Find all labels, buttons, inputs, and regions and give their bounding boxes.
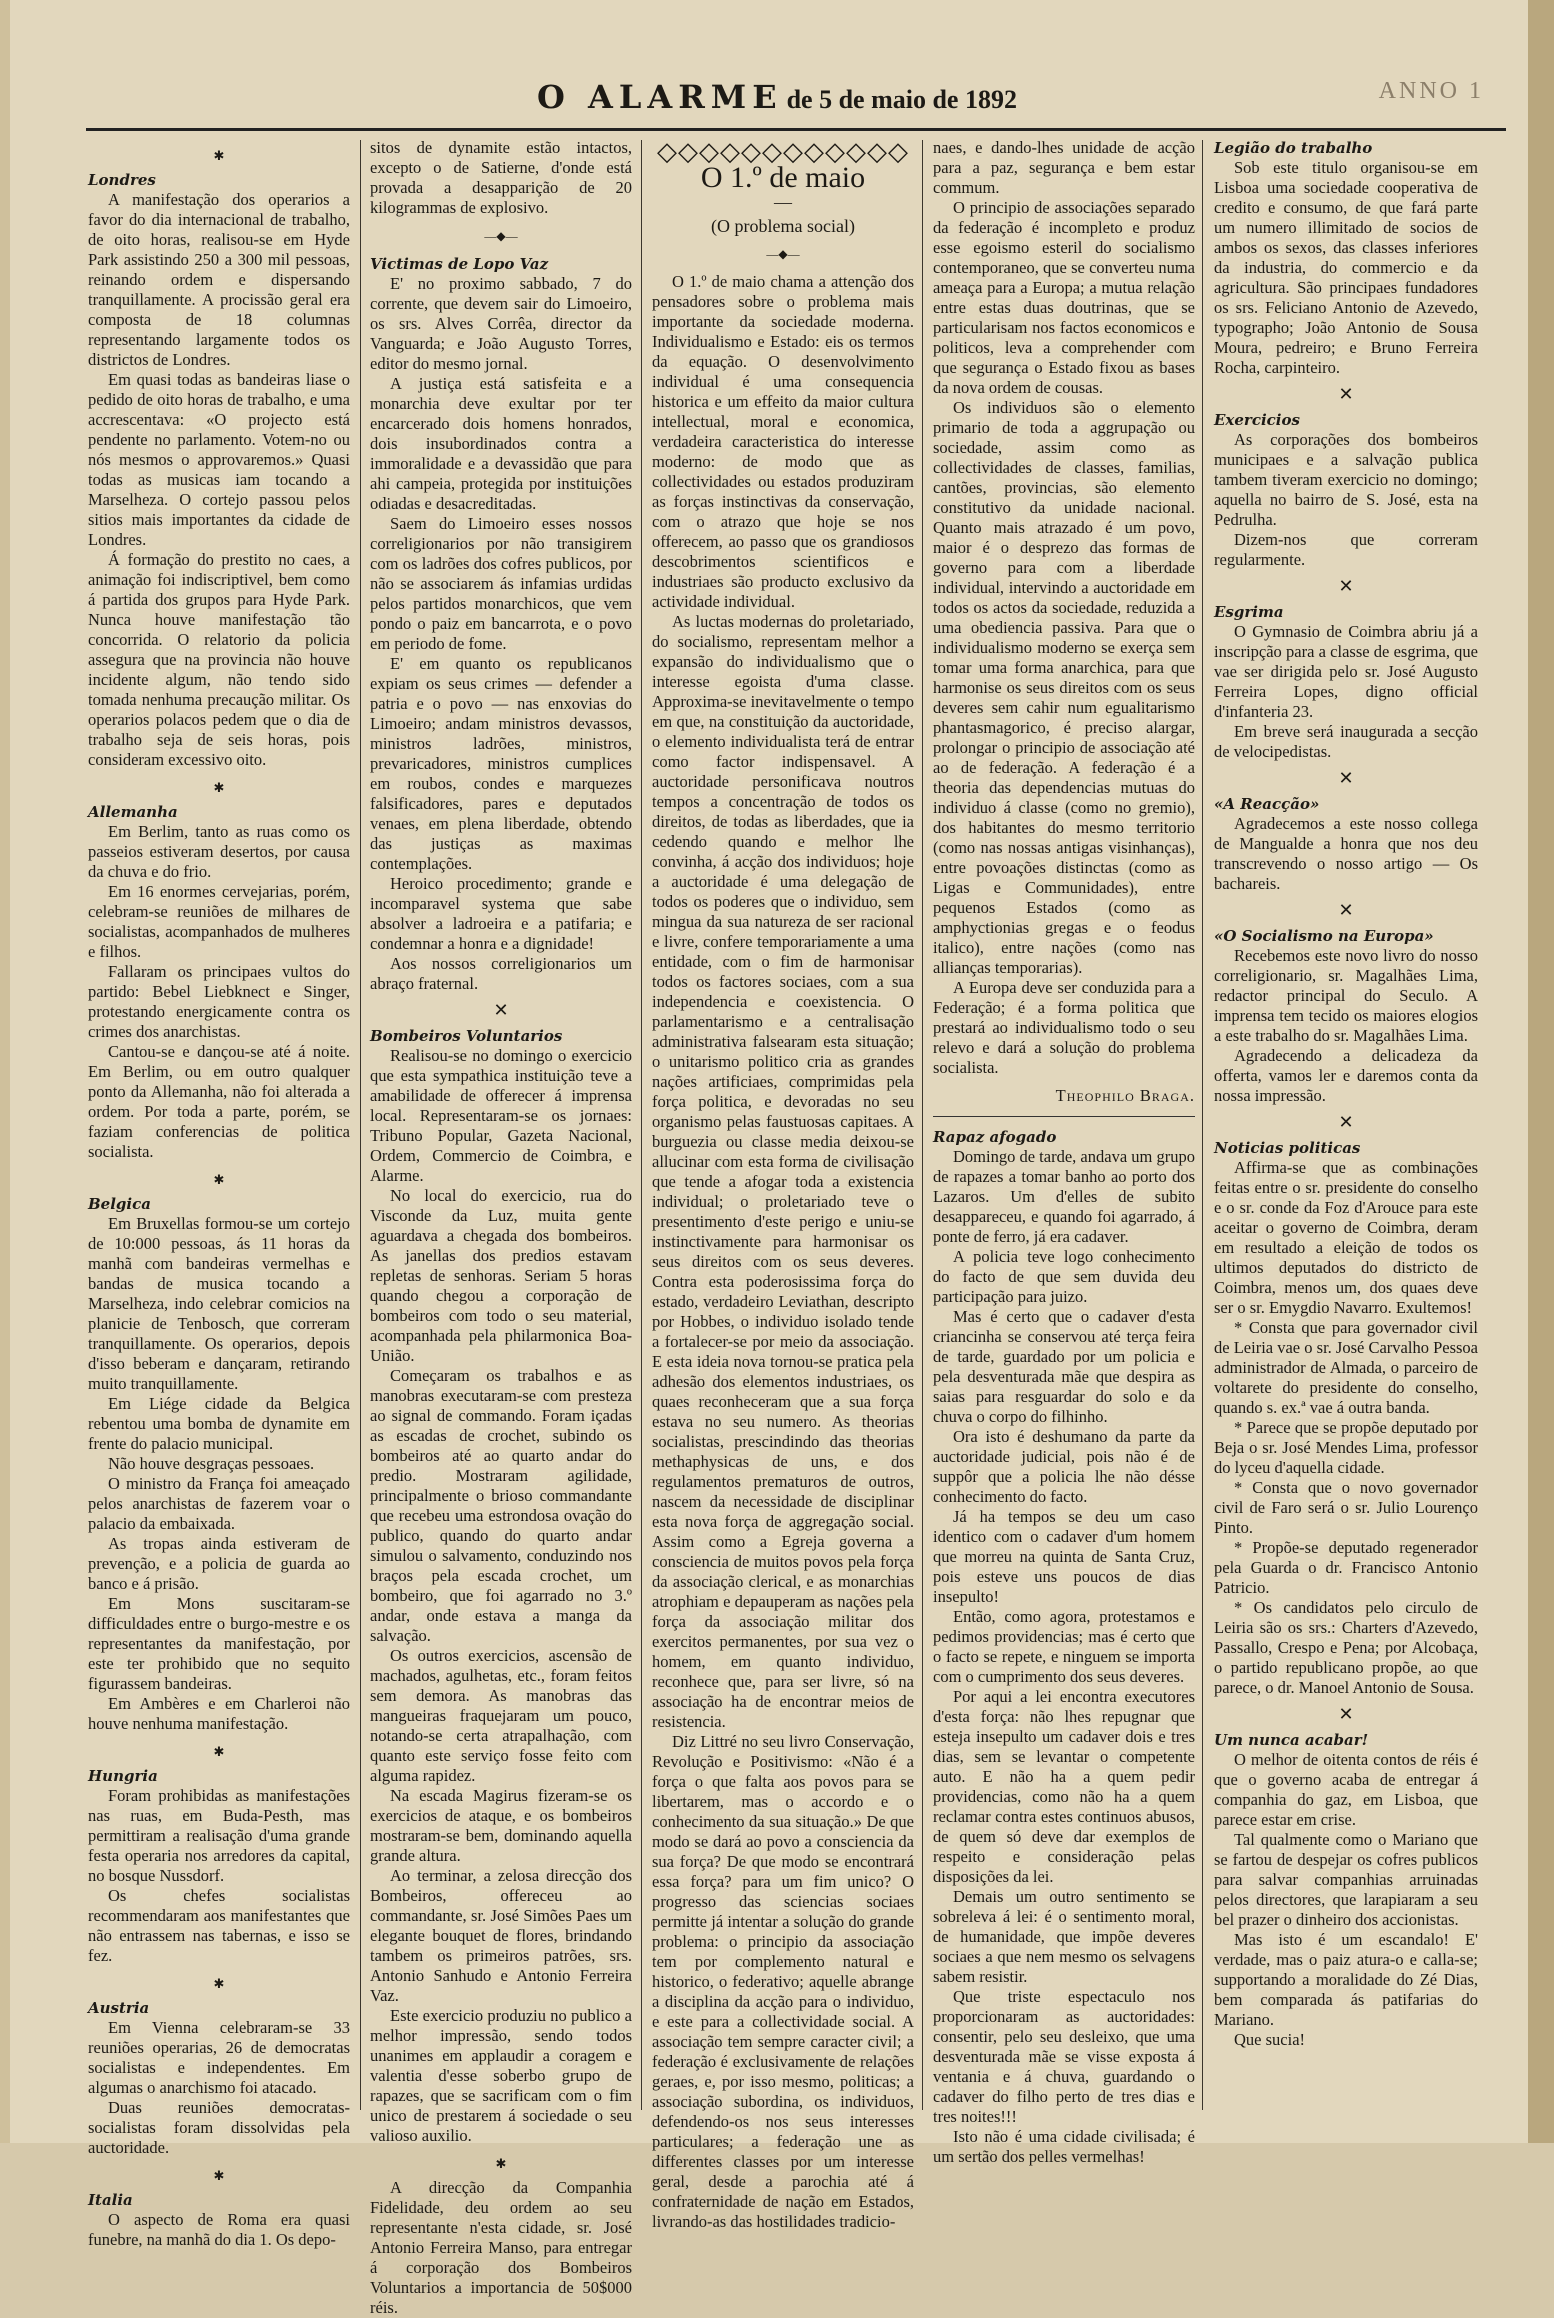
page-edge-right [1528,0,1554,2143]
article-subtitle: — [774,192,792,212]
paragraph: Em Berlim, tanto as ruas como os passeios estiveram desertos, por causa da chuva e do frio. [88,822,350,881]
paragraph: E' em quanto os republicanos expiam os seus crimes — defender a patria e o povo — nas enxovias do Limoeiro; andam ministros devassos, ministros ladrões, ministros, prevaricadores, ministros cumplices em roubos, condes e marquezes falsificadores, pares e deputados venaes, em plena liberdade, obtendo das justiças as maximas contemplações. [370,654,632,873]
section-heading: Noticias politicas [1214,1139,1361,1157]
column-divider [1202,140,1203,2110]
paragraph: * Consta que o novo governador civil de Faro será o sr. Julio Lourenço Pinto. [1214,1478,1478,1537]
paragraph: A policia teve logo conhecimento do facto de que sem duvida deu participação para juizo. [933,1247,1195,1306]
paragraph: Em quasi todas as bandeiras liase o pedido de oito horas de trabalho, e uma accrescentava: «O projecto está pendente no parlamento. Votem-no ou nós mesmos o approvaremos.» Quasi todas as musicas iam tocando a Marselheza. O cortejo passou pelos sitios mais importantes da cidade de Londres. [88,370,350,549]
column-2 [370,138,632,2317]
column-divider [641,140,642,2110]
paragraph: Os outros exercicios, ascensão de machados, agulhetas, etc., foram feitos sem demora. As manobras das mangueiras fraquejaram um pouco, notando-se certa atrapalhação, com quanto este serviço fosse feito com alguma rapidez. [370,1646,632,1785]
section-heading: Exercicios [1214,411,1300,429]
paragraph: Foram prohibidas as manifestações nas ruas, em Buda-Pesth, mas permittiram a realisação d'uma grande festa operaria nos arredores da capital, no bosque Nussdorf. [88,1786,350,1885]
paragraph: No local do exercicio, rua do Visconde da Luz, muita gente aguardava a chegada dos bombeiros. As janellas dos predios estavam repletas de senhoras. Seriam 5 horas quando chegou a corporação de bombeiros com todo o seu material, acompanhada pela philarmonica Boa-União. [370,1186,632,1365]
section-heading: «A Reacção» [1214,795,1320,813]
paragraph: Este exercicio produziu no publico a melhor impressão, sendo todos unanimes em applaudir a coragem e valentia d'esse soberbo grupo de rapazes, que se sacrificam com o fim unico de prestarem á sociedade o seu valioso auxilio. [370,2006,632,2145]
cross-separator-icon: ✕ [493,1000,509,1020]
column-5 [1214,138,1478,2113]
asterisk-separator-icon: ✱ [213,148,225,163]
asterisk-separator-icon: ✱ [213,780,225,795]
section-heading: Victimas de Lopo Vaz [370,255,549,273]
paragraph: A manifestação dos operarios a favor do dia internacional de trabalho, de oito horas, realisou-se em Hyde Park assistindo 250 a 300 mil pessoas, reinando ordem e dispersando tranquillamente. A procissão geral era composta de 18 columnas representando largamente todos os districtos de Londres. [88,190,350,369]
paragraph: Mas isto é um escandalo! E' verdade, mas o paiz atura-o e calla-se; supportando a moralidade do Zé Dias, bem comparada ás patifarias do Mariano. [1214,1930,1478,2029]
paragraph: O aspecto de Roma era quasi funebre, na manhã do dia 1. Os depo- [88,2210,350,2249]
column-3 [652,137,914,2231]
cross-separator-icon: ✕ [1338,576,1354,596]
cross-separator-icon: ✕ [1338,900,1354,920]
paragraph: O ministro da França foi ameaçado pelos anarchistas de fazerem voar o palacio da embaixada. [88,1474,350,1533]
paragraph: * Os candidatos pelo circulo de Leiria são os srs.: Charters d'Azevedo, Passallo, Crespo e Pena; por Alcobaça, o partido republicano propõe, ao que parece, o dr. Manoel Antonio de Sousa. [1214,1598,1478,1697]
paragraph: O 1.º de maio chama a attenção dos pensadores sobre o problema mais importante da sociedade moderna. Individualismo e Estado: eis os termos da equação. O desenvolvimento individual é uma consequencia historica e um effeito da maior cultura intellectual, moral e economica, verdadeira caracteristica do interesse moderno: de modo que as collectividades ou estados produziram as forças instinctivas da conservação, com o atrazo que hoje se nos offerecem, ao passo que os grandiosos descobrimentos scientificos e industriaes são producto exclusivo da actividade individual. [652,272,914,611]
paragraph: Heroico procedimento; grande e incomparavel systema que sabe absolver a ladroeira e a patifaria; e condemnar a honra e a dignidade! [370,874,632,953]
paragraph: Ora isto é deshumano da parte da auctoridade judicial, pois não é de suppôr que a policia lhe não désse conhecimento do facto. [933,1427,1195,1506]
paragraph: Ao terminar, a zelosa direcção dos Bombeiros, offereceu ao commandante, sr. José Simões Paes um elegante bouquet de flores, brindando tambem os primeiros patrões, srs. Antonio Sanhudo e Antonio Ferreira Vaz. [370,1866,632,2005]
author-signature: Theophilo Braga. [1055,1086,1195,1105]
paragraph: Começaram os trabalhos e as manobras executaram-se com presteza ao signal de commando. Foram içadas as escadas de crochet, subindo os bombeiros até ao quarto andar do predio. Mostraram agilidade, principalmente o brioso commandante que recebeu uma estrondosa ovação do publico, quando do quarto andar simulou o salvamento, conduzindo nos braços pela escada crochet, um bombeiro, que foi agarrado no 3.º andar, onde estava a manga da salvação. [370,1366,632,1645]
cross-separator-icon: ✕ [1338,1704,1354,1724]
section-heading: Um nunca acabar! [1214,1731,1369,1749]
section-heading: Esgrima [1214,603,1284,621]
dot-separator-icon: —◆— [766,247,800,261]
paragraph: Em Mons suscitaram-se difficuldades entre o burgo-mestre e os representantes da manifestação, por este ter prohibido que no sequito figurassem bandeiras. [88,1594,350,1693]
paragraph: Realisou-se no domingo o exercicio que esta sympathica instituição teve a amabilidade de offerecer á imprensa local. Representaram-se os jornaes: Tribuno Popular, Gazeta Nacional, Ordem, Commercio de Coimbra, e Alarme. [370,1046,632,1185]
paragraph: Á formação do prestito no caes, a animação foi indiscriptivel, bem como á partida dos grupos para Hyde Park. Nunca houve manifestação tão concorrida. O relatorio da policia assegura que na provincia não houve incidente algum, não tendo sido tomada nenhuma precaução militar. Os operarios polacos pedem que o dia de trabalho seja de seis horas, pois consideram excessivo oito. [88,550,350,769]
paragraph: sitos de dynamite estão intactos, excepto o de Satierne, d'onde está provada a desapparição de 20 kilogrammas de explosivo. [370,138,632,217]
paragraph: Em Liége cidade da Belgica rebentou uma bomba de dynamite em frente do palacio municipal. [88,1394,350,1453]
paragraph: Dizem-nos que correram regularmente. [1214,530,1478,569]
column-divider [360,140,361,2110]
section-rule [933,1116,1195,1117]
section-heading: Allemanha [88,803,178,821]
newspaper-title: O ALARME [537,78,783,116]
section-heading: Italia [88,2191,133,2209]
paragraph: Mas é certo que o cadaver d'esta criancinha se conservou até terça feira de tarde, guardado por um policia e pela desventurada mãe que despira as saias para resguardar do solo e da chuva o corpo do filhinho. [933,1307,1195,1426]
paragraph: * Consta que para governador civil de Leiria vae o sr. José Carvalho Pessoa administrador de Almada, o parceiro de voltarete do presidente do conselho, quando s. ex.ª vae á outra banda. [1214,1318,1478,1417]
asterisk-separator-icon: ✱ [213,1744,225,1759]
paragraph: Saem do Limoeiro esses nossos correligionarios por não transigirem com os ladrões dos cofres publicos, por não se associarem ás infamias urdidas pelos partidos monarchicos, que vem pondo o paiz em bancarrota, e o povo em periodo de fome. [370,514,632,653]
section-heading: Legião do trabalho [1214,139,1373,157]
paragraph: * Propõe-se deputado regenerador pela Guarda o dr. Francisco Antonio Patricio. [1214,1538,1478,1597]
section-heading: Hungria [88,1767,158,1785]
section-heading: Bombeiros Voluntarios [370,1027,563,1045]
paragraph: Domingo de tarde, andava um grupo de rapazes a tomar banho ao porto dos Lazaros. Um d'elles de subito desappareceu, e quando foi agarrado, á ponte de ferro, já era cadaver. [933,1147,1195,1246]
paragraph: Agradecendo a delicadeza da offerta, vamos ler e daremos conta da nossa impressão. [1214,1046,1478,1105]
paragraph: Fallaram os principaes vultos do partido: Bebel Liebknect e Singer, protestando energicamente contra os crimes dos anarchistas. [88,962,350,1041]
ornament-border: ◇◇◇◇◇◇◇◇◇◇◇◇ [657,137,909,166]
paragraph: As tropas ainda estiveram de prevenção, e a policia de guarda ao banco e á prisão. [88,1534,350,1593]
paragraph: Que triste espectaculo nos proporcionaram as auctoridades: consentir, pelo seu desleixo, que uma desventurada mãe se visse exposta á ventania e á chuva, guardando o cadaver do filho perto de tres dias e tres noites!!! [933,1987,1195,2126]
paragraph: Então, como agora, protestamos e pedimos providencias; mas é certo que o facto se repete, e ninguem se importa com o cumprimento dos seus deveres. [933,1607,1195,1686]
paragraph: naes, e dando-lhes unidade de acção para a paz, segurança e bem estar commum. [933,138,1195,197]
column-1 [88,138,350,2249]
paragraph: O Gymnasio de Coimbra abriu já a inscripção para a classe de esgrima, que vae ser dirigida pelo sr. José Augusto Ferreira Lopes, digno official d'infanteria 23. [1214,622,1478,721]
paragraph: Diz Littré no seu livro Conservação, Revolução e Positivismo: «Não é a força o que falta aos povos para se libertarem, mas o accordo e o conhecimento da sua situação.» De que modo se dará ao povo a consciencia da sua força? De que modo se encontrará essa força? para um fim unico? O progresso das sciencias sociaes permitte já intentar a solução do grande problema: o principio da associação tem por complemento natural e historico, o federativo; aquelle abrange a disciplina da acção para o individuo, e este para a collectividade social. A associação tem sempre caracter civil; a federação é exclusivamente de relações geraes, e, por isso mesmo, politicas; a associação subordina, os individuos, defendendo-os nos seus interesses particulares; a federação une as differentes classes por um interesse geral, desde a parochia até á confraternidade de nação em Estados, livrando-as das hostilidades tradicio- [652,1732,914,2231]
section-heading: Austria [88,1999,150,2017]
paragraph: Os individuos são o elemento primario de toda a aggrupação ou sociedade, assim como as collectividades de classes, familias, cantões, provincias, são elemento constitutivo da unidade nacional. Quanto mais atrazado é um povo, maior é o desprezo das formas de governo para com a liberdade individual, intervindo a auctoridade em todos os actos da sociedade, reduzida a uma obediencia passiva. Para que o individualismo moderno se exerça sem tomar uma forma anarchica, para que harmonise os seus direitos com os seus deveres sem cahir num egualitarismo phantasmagorico, é preciso alargar, prolongar o principio de associação até ao de federação. A federação é a theoria das dependencias mutuas do individuo á classe (como no gremio), dos habitantes do mesmo territorio (como nas nossas antigas visinhanças), entre povoações distinctas (como as Ligas e Communidades), entre pequenos Estados (como as amphyctionias gregas e o feodus italico), entre nações (como nas allianças temporarias). [933,398,1195,977]
masthead [0,78,1554,118]
section-heading: Rapaz afogado [933,1128,1057,1146]
page-edge-left [0,0,10,2143]
article-subtitle: (O problema social) [711,216,855,236]
masthead-rule [86,128,1506,131]
paragraph: Agradecemos a este nosso collega de Mangualde a honra que nos deu transcrevendo o nosso artigo — Os bachareis. [1214,814,1478,893]
paragraph: Recebemos este novo livro do nosso correligionario, sr. Magalhães Lima, redactor principal do Seculo. A imprensa tem tecido os maiores elogios a este trabalho do sr. Magalhães Lima. [1214,946,1478,1045]
paragraph: As luctas modernas do proletariado, do socialismo, representam melhor a expansão do individualismo que o interesse egoista d'uma classe. Approxima-se inevitavelmente o tempo em que, na constituição da auctoridade, o elemento individualista terá de entrar como factor indispensavel. A auctoridade personificava noutros tempos a concentração de todos os direitos, de todas as liberdades, que ia cedendo quando e melhor lhe convinha, á acção dos individuos; hoje a auctoridade é uma delegação de todos os poderes que o individuo, sem mingua da sua natureza de ser racional e livre, confere temporariamente a uma entidade, com o fim de harmonisar todos os factores sociaes, com a sua independencia e coexistencia. O parlamentarismo e a centralisação administrativa falsearam esta situação; o unitarismo politico cria as grandes nações artificiaes, comprimidas pela força politica, e devoradas no seu organismo pelas faustuosas capitaes. A burguezia ou classe media deixou-se allucinar com esta forma de civilisação que tende a afogar toda a existencia individual; o proletariado teve o presentimento d'este perigo e uniu-se instinctivamente para harmonisar os seus direitos com os seus deveres. Contra esta poderosissima força do estado, verdadeiro Leviathan, descripto por Hobbes, o individuo isolado tende a fortalecer-se por meio da associação. E esta ideia nova tornou-se pratica pela adhesão dos elementos industriaes, os quaes reconheceram que a sua força estava no seu numero. As theorias socialistas, prescindindo das theorias methaphysicas de uns, e dos regulamentos prematuros de outros, nascem da necessidade de disciplinar esta nova força de aggregação social. Assim como a Egreja governa a consciencia de muitos povos pela força da associação clerical, e as monarchias atrophiam e depauperam as nações pela força da associação militar dos exercitos permanentes, por sua vez o homem, em quanto individuo, reconhece que, para ser livre, só na associação ha de encontrar meios de resistencia. [652,612,914,1731]
paragraph: Por aqui a lei encontra executores d'esta força: não lhes repugnar que esteja insepulto um cadaver dois e tres dias, sem se levantar o competente auto. E não ha a quem pedir providencias, como não ha a quem reclamar contra estes continuos abusos, de quem só deve dar exemplos de respeito e consideração pelas disposições da lei. [933,1687,1195,1886]
paragraph: Sob este titulo organisou-se em Lisboa uma sociedade cooperativa de credito e consumo, de que fará parte um numero illimitado de socios de ambos os sexos, das classes inferiores da industria, do commercio e da agricultura. São principaes fundadores os srs. Feliciano Antonio de Azevedo, typographo; João Antonio de Sousa Moura, pedreiro; e Bruno Ferreira Rocha, carpinteiro. [1214,158,1478,377]
paragraph: As corporações dos bombeiros municipaes e a salvação publica tambem tiveram exercicio no domingo; aquella no bairro de S. José, esta na Pedrulha. [1214,430,1478,529]
year-label: ANNO 1 [1378,78,1484,104]
paragraph: Em breve será inaugurada a secção de velocipedistas. [1214,722,1478,761]
section-heading: Londres [88,171,156,189]
column-4 [933,138,1195,2166]
paragraph: Que sucia! [1234,2030,1306,2049]
column-divider [922,140,923,2110]
paragraph: E' no proximo sabbado, 7 do corrente, que devem sair do Limoeiro, os srs. Alves Corrêa, director da Vanguarda; e João Augusto Torres, editor do mesmo jornal. [370,274,632,373]
paragraph: Em Vienna celebraram-se 33 reuniões operarias, 26 de democratas socialistas e independentes. Em algumas o anarchismo foi atacado. [88,2018,350,2097]
paragraph: O melhor de oitenta contos de réis é que o governo acaba de entregar á companhia do gaz, em Lisboa, que parece estar em crise. [1214,1750,1478,1829]
paragraph: Demais um outro sentimento se sobreleva á lei: é o sentimento moral, de humanidade, que impõe deveres sociaes a que nem mesmo os selvagens sabem resistir. [933,1887,1195,1986]
paragraph: Affirma-se que as combinações feitas entre o sr. presidente do conselho e o sr. conde da Foz d'Arouce para este aceitar o governo de Coimbra, deram em resultado a eleição de todos os ultimos deputados do districto de Coimbra, menos um, dos quaes deve ser o sr. Emygdio Navarro. Exultemos! [1214,1158,1478,1317]
cross-separator-icon: ✕ [1338,1112,1354,1132]
paragraph: Na escada Magirus fizeram-se os exercicios de ataque, e os bombeiros mostraram-se bem, dominando aquella grande altura. [370,1786,632,1865]
paragraph: Já ha tempos se deu um caso identico com o cadaver d'um homem que morreu na quinta de Santa Cruz, pois esteve uns poucos de dias insepulto! [933,1507,1195,1606]
paragraph: A justiça está satisfeita e a monarchia deve exultar por ter encarcerado dois homens honrados, dois insubordinados contra a immoralidade e a devassidão que para ahi campeia, protegida por instituições odiadas e desacreditadas. [370,374,632,513]
asterisk-separator-icon: ✱ [213,1976,225,1991]
paragraph: Em Ambères e em Charleroi não houve nenhuma manifestação. [88,1694,350,1733]
article-title: O 1.º de maio [700,161,866,194]
dot-separator-icon: —◆— [484,229,518,243]
section-heading: Belgica [88,1195,151,1213]
asterisk-separator-icon: ✱ [213,1172,225,1187]
paragraph: * Parece que se propõe deputado por Beja o sr. José Mendes Lima, professor do lyceu d'aquella cidade. [1214,1418,1478,1477]
paragraph: A Europa deve ser conduzida para a Federação; é a forma politica que prestará ao individualismo todo o seu relevo e dará a solução do problema socialista. [933,978,1195,1077]
cross-separator-icon: ✕ [1338,768,1354,788]
asterisk-separator-icon: ✱ [213,2168,225,2183]
section-heading: «O Socialismo na Europa» [1214,927,1434,945]
issue-date: de 5 de maio de 1892 [786,85,1017,114]
paragraph: Isto não é uma cidade civilisada; é um sertão dos pelles vermelhas! [933,2127,1195,2166]
asterisk-separator-icon: ✱ [495,2156,507,2171]
paragraph: Os chefes socialistas recommendaram aos manifestantes que não entrassem nas tabernas, e isso se fez. [88,1886,350,1965]
paragraph: O principio de associações separado da federação é incompleto e produz esse egoismo esteril do socialismo contemporaneo, que se converteu numa ameaça para a Europa; a mutua relação entre estas duas doutrinas, que se particularisam nos factos economicos e politicos, leva a comprehender com que segurança o Estado fixou as bases da nova ordem de cousas. [933,198,1195,397]
paragraph: A direcção da Companhia Fidelidade, deu ordem ao seu representante n'esta cidade, sr. José Antonio Ferreira Manso, para entregar á corporação dos Bombeiros Voluntarios a importancia de 50$000 réis. [370,2178,632,2317]
paragraph: Duas reuniões democratas-socialistas foram dissolvidas pela auctoridade. [88,2098,350,2157]
paragraph: Em 16 enormes cervejarias, porém, celebram-se reuniões de milhares de socialistas, acompanhados de mulheres e filhos. [88,882,350,961]
paragraph: Em Bruxellas formou-se um cortejo de 10:000 pessoas, ás 11 horas da manhã com bandeiras vermelhas e bandas de musica tocando a Marselheza, indo celebrar comicios na planicie de Tenbosch, que correram tranquillamente. Os operarios, depois d'isso beberam e dançaram, retirando muito tranquillamente. [88,1214,350,1393]
cross-separator-icon: ✕ [1338,384,1354,404]
paragraph: Não houve desgraças pessoaes. [108,1454,315,1473]
paragraph: Cantou-se e dançou-se até á noite. Em Berlim, ou em outro qualquer ponto da Allemanha, não foi alterada a ordem. Por toda a parte, porém, se faziam conferencias de politica socialista. [88,1042,350,1161]
paragraph: Tal qualmente como o Mariano que se fartou de despejar os cofres publicos para salvar companhias arruinadas pelos directores, que larapiaram a seu bel prazer o dinheiro dos accionistas. [1214,1830,1478,1929]
paragraph: Aos nossos correligionarios um abraço fraternal. [370,954,632,993]
